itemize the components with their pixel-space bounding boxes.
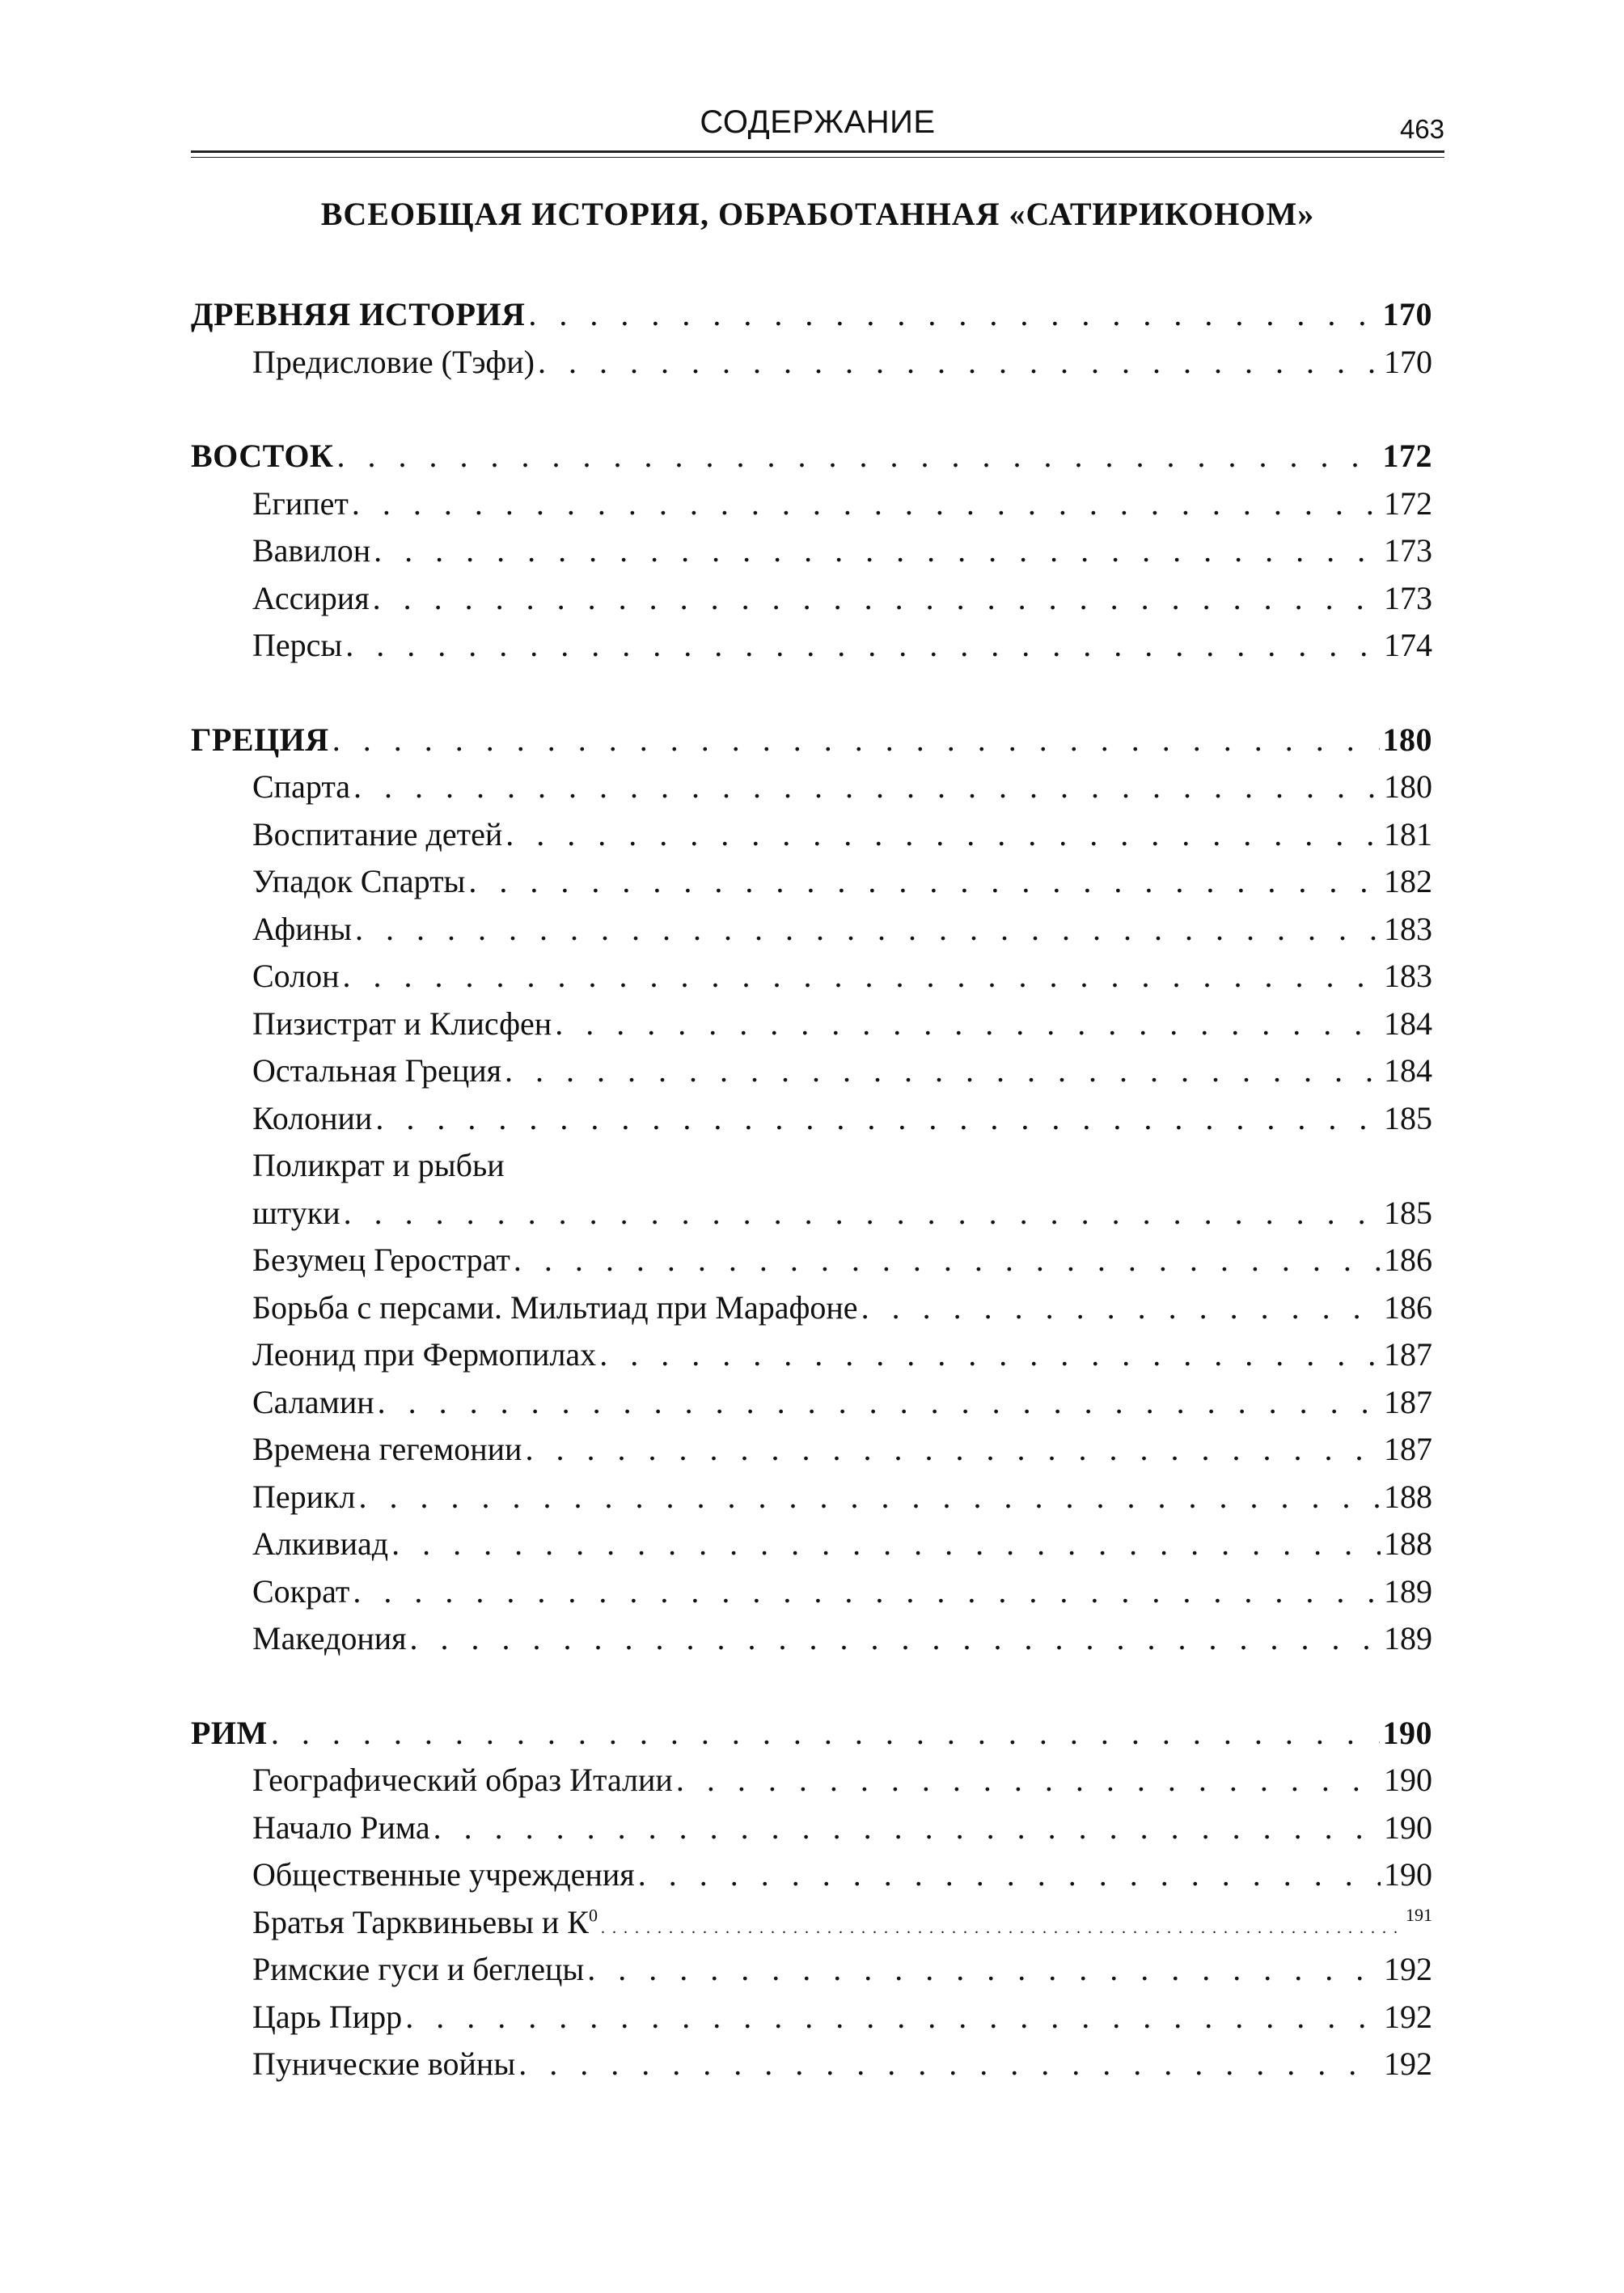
toc-entry[interactable] xyxy=(191,1001,1432,1048)
toc-part-title: ДРЕВНЯЯ ИСТОРИЯ xyxy=(191,296,526,332)
toc-entry-title: Афины xyxy=(252,910,352,947)
toc-entry[interactable] xyxy=(191,1474,1432,1521)
toc-entry[interactable] xyxy=(191,1757,1432,1804)
toc-entry-title: Воспитание детей xyxy=(252,815,503,852)
toc-entry-title: Алкивиад xyxy=(252,1525,389,1562)
toc-page-number: 192 xyxy=(1384,1951,1432,1987)
leader-dots xyxy=(514,1237,1381,1284)
toc-entry[interactable] xyxy=(191,1804,1432,1852)
toc-entry-title-wrap xyxy=(252,1899,598,1947)
toc-entry[interactable] xyxy=(191,1237,1432,1284)
toc-page-number: 173 xyxy=(1384,532,1432,569)
leader-dots xyxy=(374,527,1381,575)
toc-page-number: 190 xyxy=(1384,1856,1432,1893)
toc-entry-title: Пунические войны xyxy=(252,2046,516,2082)
toc-entry-title: Борьба с персами. Мильтиад при Марафоне xyxy=(252,1288,858,1326)
page-number: 463 xyxy=(1399,114,1444,144)
toc-page-number: 180 xyxy=(1382,721,1432,758)
leader-dots xyxy=(410,1615,1381,1663)
toc-page-number: 190 xyxy=(1384,1762,1432,1798)
toc-entry[interactable] xyxy=(191,1047,1432,1095)
toc-entry-title: Египет xyxy=(252,484,349,522)
toc-part-title: РИМ xyxy=(191,1714,268,1751)
toc-page-number: 187 xyxy=(1384,1431,1432,1467)
toc-entry-title: Спарта xyxy=(252,768,351,805)
leader-dots xyxy=(345,622,1381,670)
leader-dots xyxy=(332,717,1380,764)
toc-entry[interactable] xyxy=(191,1379,1432,1427)
toc-entry-title: Леонид при Фермопилах xyxy=(252,1336,597,1373)
toc-entry-title: Царь Пирр xyxy=(252,1998,403,2035)
toc-entry-title: Перикл xyxy=(252,1478,356,1515)
toc-entry-title: Поликрат и рыбьи xyxy=(252,1147,505,1183)
toc-entry-title: Римские гуси и беглецы xyxy=(252,1951,585,1987)
toc-page-number: 185 xyxy=(1384,1099,1432,1136)
table-of-contents xyxy=(191,291,1432,2088)
leader-dots xyxy=(373,575,1381,623)
header-rule-thin xyxy=(191,157,1444,158)
toc-section xyxy=(191,1710,1432,2088)
leader-dots xyxy=(353,764,1381,811)
leader-dots xyxy=(358,1474,1381,1521)
toc-entry-title: Сократ xyxy=(252,1572,350,1610)
toc-page-number: 192 xyxy=(1384,1998,1432,2035)
toc-page-number: 186 xyxy=(1384,1242,1432,1278)
toc-entry[interactable] xyxy=(191,480,1432,528)
toc-part-title: ВОСТОК xyxy=(191,438,334,474)
toc-entry[interactable] xyxy=(191,1426,1432,1474)
book-title: ВСЕОБЩАЯ ИСТОРИЯ, ОБРАБОТАННАЯ «САТИРИКОНОМ» xyxy=(320,196,1315,232)
toc-entry-title: Македония xyxy=(252,1620,407,1656)
toc-entry[interactable] xyxy=(191,953,1432,1001)
toc-entry-title: Братья Тарквиньевы и К xyxy=(252,1903,589,1940)
leader-dots xyxy=(599,1331,1381,1379)
leader-dots xyxy=(638,1851,1381,1899)
toc-page-number: 192 xyxy=(1384,2046,1432,2082)
toc-page-number: 187 xyxy=(1384,1336,1432,1373)
toc-page-number: 188 xyxy=(1384,1478,1432,1515)
toc-page-number: 190 xyxy=(1384,1809,1432,1846)
toc-entry[interactable] xyxy=(191,1190,1432,1237)
leader-dots xyxy=(355,906,1381,954)
toc-entry[interactable] xyxy=(191,858,1432,906)
toc-page-number: 184 xyxy=(1384,1052,1432,1089)
toc-entry-title: Предисловие (Тэфи) xyxy=(252,343,535,380)
toc-entry-continued[interactable] xyxy=(191,1142,1432,1190)
toc-entry[interactable] xyxy=(191,339,1432,387)
leader-dots xyxy=(271,1710,1380,1758)
toc-entry-title: Географический образ Италии xyxy=(252,1762,673,1798)
leader-dots xyxy=(525,1426,1381,1474)
toc-entry-title: Персы xyxy=(252,627,343,663)
toc-page-number: 172 xyxy=(1384,484,1432,522)
toc-entry[interactable] xyxy=(191,1284,1432,1332)
toc-entry[interactable] xyxy=(191,575,1432,623)
leader-dots xyxy=(353,1568,1381,1616)
toc-part-heading[interactable] xyxy=(191,717,1432,764)
toc-page-number: 185 xyxy=(1384,1194,1432,1231)
toc-entry[interactable] xyxy=(191,1615,1432,1663)
leader-dots xyxy=(468,858,1381,906)
leader-dots xyxy=(676,1757,1381,1804)
toc-page-number: 184 xyxy=(1384,1005,1432,1042)
toc-entry[interactable] xyxy=(191,811,1432,859)
toc-page-number: 170 xyxy=(1382,296,1432,332)
leader-dots xyxy=(391,1521,1381,1568)
toc-entry[interactable] xyxy=(191,1095,1432,1143)
leader-dots xyxy=(518,2041,1381,2088)
leader-dots xyxy=(378,1379,1381,1427)
leader-dots xyxy=(375,1095,1381,1143)
leader-dots xyxy=(538,339,1381,387)
toc-entry-title: Вавилон xyxy=(252,532,371,569)
toc-entry-title: Упадок Спарты xyxy=(252,863,466,899)
leader-dots xyxy=(601,1905,1402,1952)
toc-entry-title: Начало Рима xyxy=(252,1809,430,1846)
toc-entry-title: Солон xyxy=(252,958,340,994)
toc-entry-title: Колонии xyxy=(252,1099,373,1136)
toc-page-number: 189 xyxy=(1384,1620,1432,1656)
toc-page-number: 174 xyxy=(1384,627,1432,663)
toc-section xyxy=(191,291,1432,386)
toc-entry[interactable] xyxy=(191,1946,1432,1994)
toc-page-number: 172 xyxy=(1382,438,1432,474)
toc-entry-title: Безумец Герострат xyxy=(252,1242,510,1278)
toc-entry[interactable] xyxy=(191,906,1432,954)
toc-page-number: 189 xyxy=(1384,1572,1432,1610)
toc-entry[interactable] xyxy=(191,1899,1432,1947)
toc-page-number: 187 xyxy=(1384,1383,1432,1420)
toc-entry-title: штуки xyxy=(252,1194,340,1231)
toc-part-title: ГРЕЦИЯ xyxy=(191,721,329,758)
toc-page-number: 188 xyxy=(1384,1525,1432,1562)
leader-dots xyxy=(352,480,1381,528)
toc-page-number: 186 xyxy=(1384,1288,1432,1326)
leader-dots xyxy=(336,433,1379,480)
toc-entry[interactable] xyxy=(191,1994,1432,2041)
toc-entry[interactable] xyxy=(191,527,1432,575)
leader-dots xyxy=(343,953,1381,1001)
toc-part-heading[interactable] xyxy=(191,1710,1432,1758)
toc-section xyxy=(191,717,1432,1663)
toc-page-number: 180 xyxy=(1384,768,1432,805)
toc-page-number: 191 xyxy=(1406,1904,1432,1925)
toc-page-number: 182 xyxy=(1384,863,1432,899)
toc-entry[interactable] xyxy=(191,2041,1432,2088)
toc-entry-title: Ассирия xyxy=(252,579,370,616)
toc-part-heading[interactable] xyxy=(191,291,1432,339)
toc-entry[interactable] xyxy=(191,1851,1432,1899)
toc-section xyxy=(191,433,1432,670)
leader-dots xyxy=(555,1001,1381,1048)
running-title: СОДЕРЖАНИЕ xyxy=(700,104,936,140)
leader-dots xyxy=(433,1804,1381,1852)
toc-entry-title: Пизистрат и Клисфен xyxy=(252,1005,552,1042)
toc-page-number: 190 xyxy=(1382,1714,1432,1751)
leader-dots xyxy=(405,1994,1381,2041)
toc-page-number: 173 xyxy=(1384,579,1432,616)
toc-entry-title: Саламин xyxy=(252,1383,374,1420)
toc-page-number: 183 xyxy=(1384,958,1432,994)
toc-entry[interactable] xyxy=(191,764,1432,811)
running-header xyxy=(191,102,1444,150)
toc-entry[interactable] xyxy=(191,1521,1432,1568)
toc-entry-title: Общественные учреждения xyxy=(252,1856,635,1893)
leader-dots xyxy=(861,1284,1381,1332)
toc-page-number: 181 xyxy=(1384,815,1432,852)
header-rule-thick xyxy=(191,150,1444,153)
toc-page-number: 170 xyxy=(1384,343,1432,380)
toc-entry[interactable] xyxy=(191,622,1432,670)
toc-part-heading[interactable] xyxy=(191,433,1432,480)
superscript: 0 xyxy=(588,1905,598,1926)
leader-dots xyxy=(528,291,1379,339)
leader-dots xyxy=(505,1047,1381,1095)
leader-dots xyxy=(344,1190,1381,1237)
toc-entry-title: Времена гегемонии xyxy=(252,1431,522,1467)
toc-entry[interactable] xyxy=(191,1568,1432,1616)
toc-entry[interactable] xyxy=(191,1331,1432,1379)
leader-dots xyxy=(587,1946,1381,1994)
leader-dots xyxy=(505,811,1381,859)
toc-page-number: 183 xyxy=(1384,910,1432,947)
toc-entry-title: Остальная Греция xyxy=(252,1052,502,1089)
